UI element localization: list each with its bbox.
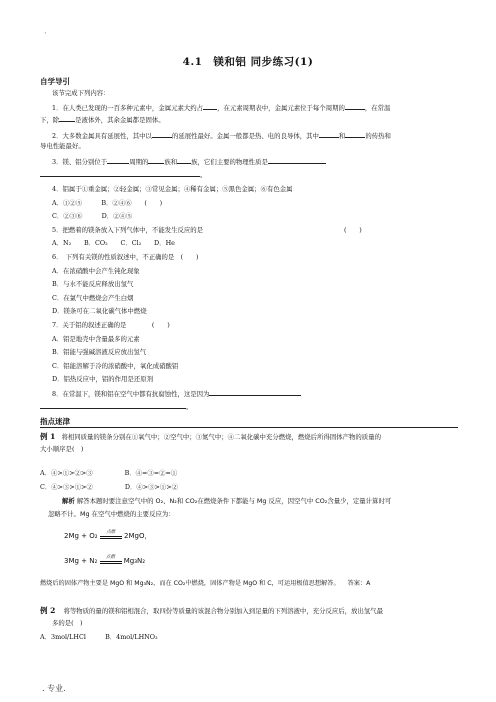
analysis-text-1: 解答本题时要注意空气中的 O₂、N₂和 CO₂在燃烧条件下都能与 Mg 反应，因空气中 CO₂含量少，定量计算时可 <box>76 497 392 505</box>
question-4-options-2: C．②③⑥ D．②④⑤ <box>52 212 133 220</box>
q3-blank-3 <box>177 157 191 164</box>
question-2-line-2: 导电性能最好。 <box>40 142 85 150</box>
equation-1-left: 2Mg + O₂ <box>64 532 98 540</box>
q1-text-e: 是液体外，其余金属都是固体。 <box>75 116 165 124</box>
section-self-study: 自学导引 <box>40 77 70 86</box>
answer-text: 答案：A <box>347 580 371 587</box>
question-2-line-1 <box>52 131 391 141</box>
q3-text-d: 族，它们主要的物理性质是 <box>191 158 268 166</box>
question-6-option-c: C．在氯气中燃烧会产生白烟 <box>52 294 134 302</box>
question-4-stem: 4．铝属于①重金属；②轻金属；③常见金属；④稀有金属；⑤黑色金属；⑥有色金属 <box>52 185 293 193</box>
q1-blank-2 <box>345 103 365 110</box>
q8-text-b: 。 <box>186 403 193 411</box>
question-8-line-1 <box>52 389 301 399</box>
example-2-options: A．3mol/LHCl B．4mol/LHNO₃ <box>40 633 158 641</box>
q3-blank-1 <box>107 157 129 164</box>
example-1-analysis-1 <box>62 497 391 506</box>
question-5-options: A．N₂ B．CO₂ C．Cl₂ D．He <box>52 239 175 247</box>
question-6-option-d: D．镁条可在二氧化碳气体中燃烧 <box>52 307 147 315</box>
question-3-line-2 <box>40 170 206 180</box>
q2-text-b: 的延展性最好。金属一般都是热、电的良导体，其中 <box>171 132 319 140</box>
example-1-label: 例 1 <box>40 432 56 441</box>
question-6-stem: 6． 下列有关镁的性质叙述中，不正确的是 ( ) <box>52 253 199 261</box>
example-1-line-1 <box>40 432 381 442</box>
example-2-label: 例 2 <box>40 606 56 615</box>
q3-blank-2 <box>148 157 164 164</box>
q1-blank-1 <box>203 103 217 110</box>
question-1-line-1 <box>52 103 390 113</box>
q8-blank-1 <box>209 389 301 396</box>
q1-text-d: 下，除 <box>40 116 60 124</box>
example-1-options-2: C．④>③>①>② D．④>③>①>② <box>40 483 178 491</box>
question-4-options-1: A．①②⑤ B．②④⑥ ( ) <box>52 199 163 207</box>
example-2-stem-1: 将等物质的量的镁和铝相混合，取四份等质量的该混合物分别加入到足量的下列溶液中，充分反应后，放出氢气最 <box>63 607 384 615</box>
question-6-option-a: A．在浓硝酸中会产生钝化现象 <box>52 267 140 275</box>
reaction-arrow-2 <box>100 557 122 565</box>
question-7-option-d: D．铝热反应中，铝的作用是还原剂 <box>52 375 153 383</box>
q3-text-b: 周期的 <box>129 158 149 166</box>
equation-1 <box>64 531 152 541</box>
equation-2-left: 3Mg + N₂ <box>64 557 98 565</box>
reaction-condition-2: 点燃 <box>106 555 116 560</box>
question-5-paren: ( ) <box>344 226 362 234</box>
question-1-line-2 <box>40 115 165 125</box>
question-5-stem: 5．把燃着的镁条放入下列气体中，不能发生反应的是 <box>52 226 204 234</box>
q2-blank-2 <box>319 131 339 138</box>
section-divider <box>40 427 458 428</box>
q8-text-a: 8．在常温下，镁和铝在空气中都有抗腐蚀性，这是因为 <box>52 390 210 398</box>
page-title: 4.1 镁和铝 同步练习(1) <box>182 56 314 68</box>
q8-blank-2 <box>40 402 186 409</box>
question-7-option-b: B．铝能与强碱溶液反应放出氢气 <box>52 348 147 356</box>
section-guide: 指点迷津 <box>40 417 70 426</box>
example-1-stem-2: 大小顺序是( ) <box>40 445 84 453</box>
q1-blank-3 <box>59 115 75 122</box>
header-mark: ` <box>44 32 48 40</box>
example-1-conclusion <box>40 579 370 588</box>
q2-blank-3 <box>345 131 365 138</box>
question-7-option-c: C．铝能溶解于冷的浓硝酸中，氧化成硝酸铝 <box>52 362 179 370</box>
q1-text-c: ，在常温 <box>364 104 391 112</box>
equation-2 <box>64 557 145 565</box>
q2-text-c: 和 <box>338 132 346 140</box>
question-6-option-b: B．与水不能反应释放出氢气 <box>52 280 134 288</box>
example-1-options-1: A．④>①>②>③ B．④=③=②=① <box>40 469 178 477</box>
example-1-stem-1: 将相同质量的镁条分别在①氧气中；②空气中；③氮气中；④二氧化碳中充分燃烧，燃烧后所得固体产物的质量的 <box>61 433 381 441</box>
q2-blank-1 <box>152 131 172 138</box>
q1-text-a: 1．在人类已发现的一百多种元素中，金属元素大约占 <box>52 104 204 112</box>
analysis-label: 解析 <box>62 497 75 505</box>
q3-blank-4 <box>268 157 326 164</box>
footer-mark: . 专业. <box>42 684 66 693</box>
reaction-condition-1: 点燃 <box>106 530 116 535</box>
q3-text-c: 族和 <box>164 158 178 166</box>
q1-text-b: ，在元素周期表中，金属元素位于每个周期的 <box>217 104 345 112</box>
intro-text: 该节完成下列内容： <box>52 89 110 97</box>
conclusion-text: 燃烧后的固体产物主要是 MgO 和 Mg₃N₂，而在 CO₂中燃烧，固体产物是 MgO 和 C，可运用极值思想解答。 <box>40 580 340 587</box>
question-8-line-2 <box>40 402 192 412</box>
equation-2-right: Mg₃N₂ <box>123 557 146 565</box>
q3-text-a: 3．镁、铝分别位于 <box>52 158 108 166</box>
question-7-option-a: A．铝是地壳中含量最多的元素 <box>52 335 140 343</box>
equation-1-right: 2MgO， <box>124 532 152 540</box>
reaction-arrow-1 <box>100 532 122 540</box>
question-7-stem: 7．关于铝的叙述正确的是 ( ) <box>52 321 170 329</box>
q3-blank-5 <box>40 170 200 177</box>
question-3-line-1 <box>52 157 326 167</box>
example-2-stem-2: 多的是( ) <box>52 619 83 627</box>
q3-text-e: 。 <box>200 171 207 179</box>
example-1-analysis-2: 忽略不计。Mg 在空气中燃烧的主要反应为： <box>48 510 175 518</box>
q2-text-a: 2．大多数金属具有延展性，其中以 <box>52 132 152 140</box>
q2-text-d: 的传热和 <box>365 132 391 140</box>
example-2-line-1 <box>40 606 383 616</box>
